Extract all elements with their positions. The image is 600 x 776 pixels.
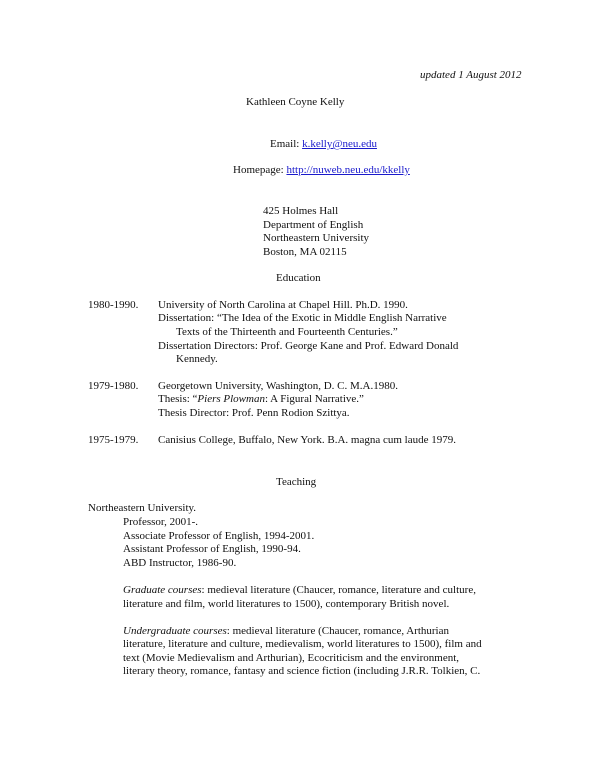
edu-years-1: 1980-1990. <box>88 299 139 311</box>
address-line-1: 425 Holmes Hall <box>263 205 339 217</box>
thesis-suffix: : A Figural Narrative.” <box>264 393 364 405</box>
grad-label: Graduate courses <box>123 584 202 596</box>
position-2: Associate Professor of English, 1994-2001. <box>123 530 315 542</box>
edu-1-line-5: Kennedy. <box>176 353 218 365</box>
homepage-link[interactable]: http://nuweb.neu.edu/kkelly <box>286 164 410 176</box>
education-heading: Education <box>276 272 321 284</box>
undergrad-label: Undergraduate courses <box>123 625 227 637</box>
teaching-institution: Northeastern University. <box>88 502 197 514</box>
edu-2-thesis <box>158 393 364 406</box>
thesis-title: Piers Plowman <box>197 393 265 405</box>
position-4: ABD Instructor, 1986-90. <box>123 557 237 569</box>
teaching-heading: Teaching <box>276 476 317 488</box>
email-label: Email: <box>270 138 300 150</box>
email-line <box>270 138 377 151</box>
undergrad-line-2: literature, literature and culture, medievalism, world literatures to 1500), film and <box>123 638 482 650</box>
undergrad-line-1 <box>123 625 449 638</box>
position-3: Assistant Professor of English, 1990-94. <box>123 543 301 555</box>
thesis-prefix: Thesis: “ <box>158 393 198 405</box>
edu-years-3: 1975-1979. <box>88 434 139 446</box>
author-name: Kathleen Coyne Kelly <box>246 96 345 108</box>
edu-3-line-1: Canisius College, Buffalo, New York. B.A. magna cum laude 1979. <box>158 434 456 446</box>
email-link[interactable]: k.kelly@neu.edu <box>302 138 377 150</box>
edu-1-line-2: Dissertation: “The Idea of the Exotic in Middle English Narrative <box>158 312 447 324</box>
homepage-label: Homepage: <box>233 164 284 176</box>
address-line-3: Northeastern University <box>263 232 369 244</box>
address-line-2: Department of English <box>263 219 364 231</box>
grad-line-1 <box>123 584 476 597</box>
undergrad-line-3: text (Movie Medievalism and Arthurian), Ecocriticism and the environment, <box>123 652 460 664</box>
edu-2-line-1: Georgetown University, Washington, D. C. M.A.1980. <box>158 380 398 392</box>
position-1: Professor, 2001-. <box>123 516 199 528</box>
edu-1-line-1: University of North Carolina at Chapel Hill. Ph.D. 1990. <box>158 299 408 311</box>
homepage-line <box>233 164 410 177</box>
updated-date: updated 1 August 2012 <box>420 69 522 81</box>
edu-years-2: 1979-1980. <box>88 380 139 392</box>
address-line-4: Boston, MA 02115 <box>263 246 347 258</box>
undergrad-text-1: : medieval literature (Chaucer, romance, Arthurian <box>226 625 449 637</box>
edu-1-line-4: Dissertation Directors: Prof. George Kane and Prof. Edward Donald <box>158 340 459 352</box>
grad-text-1: : medieval literature (Chaucer, romance, literature and culture, <box>201 584 476 596</box>
edu-2-line-3: Thesis Director: Prof. Penn Rodion Szittya. <box>158 407 350 419</box>
undergrad-line-4: literary theory, romance, fantasy and science fiction (including J.R.R. Tolkien, C. <box>123 665 481 677</box>
grad-line-2: literature and film, world literatures to 1500), contemporary British novel. <box>123 598 450 610</box>
edu-1-line-3: Texts of the Thirteenth and Fourteenth Centuries.” <box>176 326 398 338</box>
